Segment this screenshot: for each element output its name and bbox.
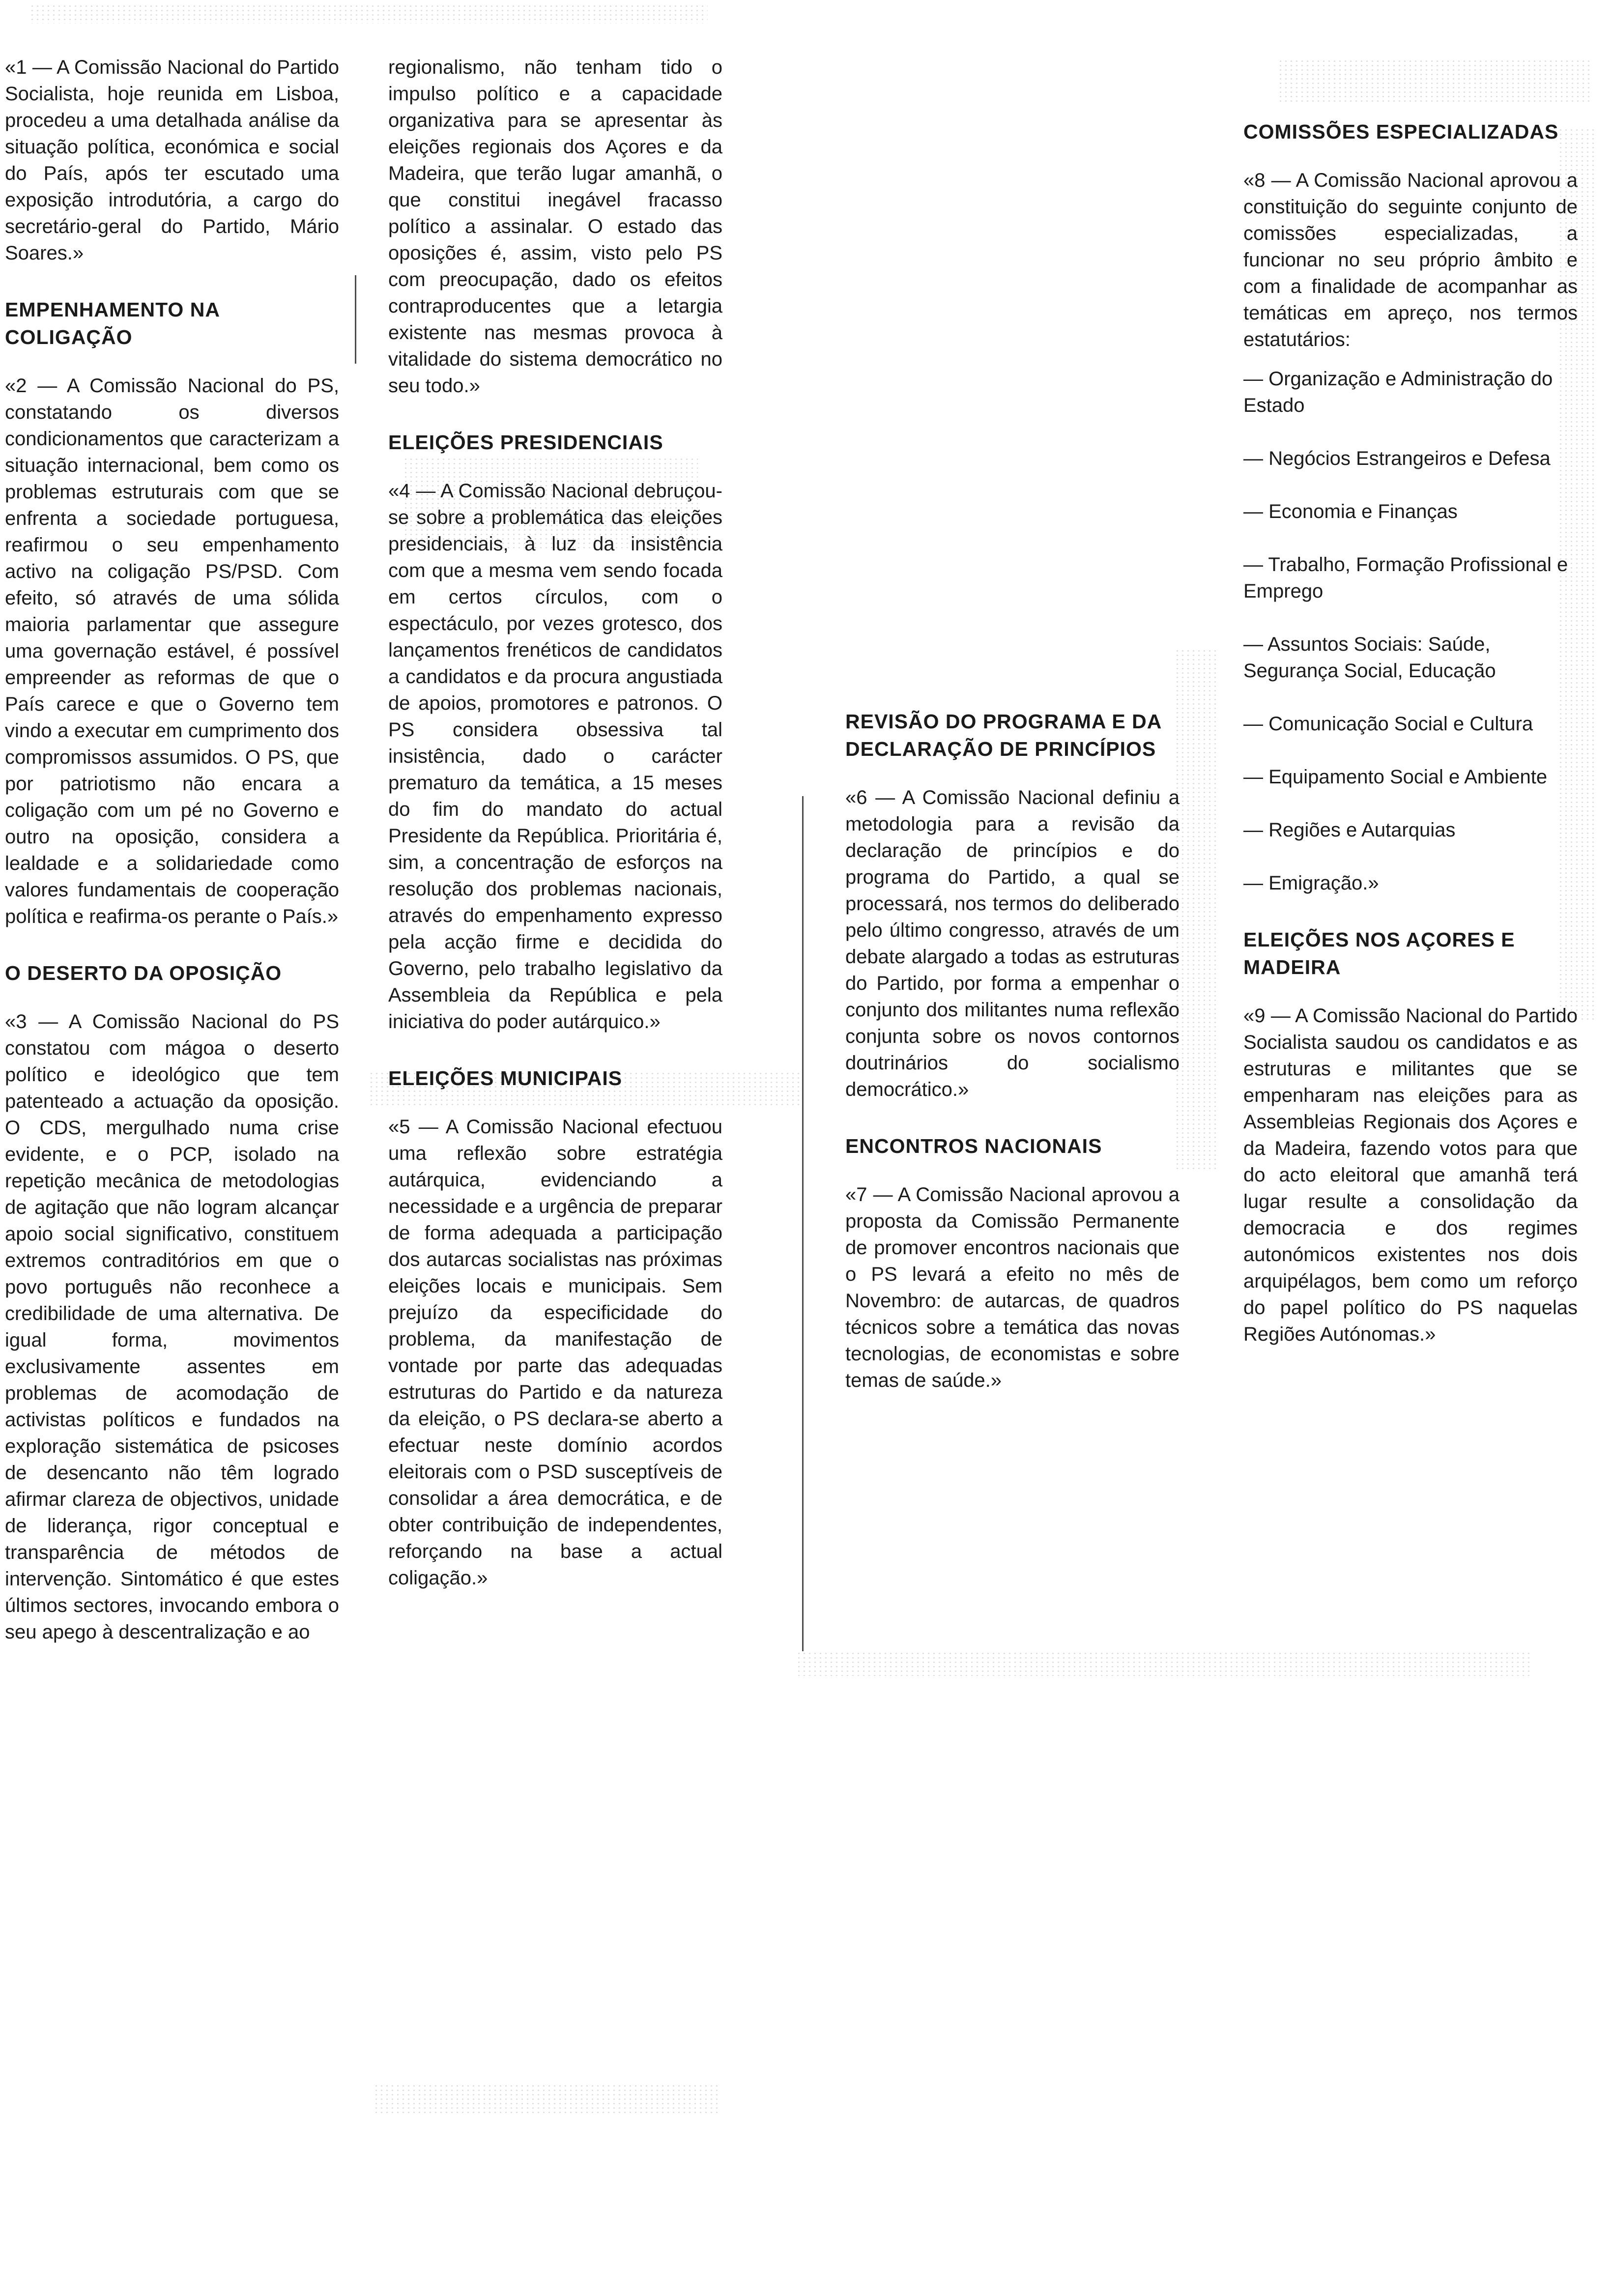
heading-eleicoes-acores-madeira: ELEIÇÕES NOS AÇORES E MADEIRA	[1243, 928, 1515, 978]
paragraph-item-2: «2 — A Comissão Nacional do PS, constatando os diversos condicionamentos que caracterizam a situação internacional, bem como os problemas estruturais com que se enfrenta a sociedade portuguesa, reafirmou o seu empenhamento activo na coligação PS/PSD. Com efeito, só através de uma sólida maioria parlamentar que assegure uma governação estável, é possível empreender as reformas de que o País carece e que o Governo tem vindo a executar em cumprimento dos compromissos assumidos. O PS, que por patriotismo não encara a coligação com um pé no Governo e outro na oposição, considera a lealdade e a solidariedade como valores fundamentais de cooperação política e reafirma-os perante o País.»	[5, 375, 339, 927]
clipping-edge-col3	[802, 796, 804, 1651]
heading-empenhamento-coligacao: EMPENHAMENTO NA COLIGAÇÃO	[5, 298, 220, 348]
column-3	[845, 708, 1180, 1406]
paragraph-item-1: «1 — A Comissão Nacional do Partido Socialista, hoje reunida em Lisboa, procedeu a uma detalhada análise da situação política, económica e social do País, após ter escutado uma exposição introdutória, a cargo do secretário-geral do Partido, Mário Soares.»	[5, 57, 339, 264]
heading-eleicoes-municipais: ELEIÇÕES MUNICIPAIS	[388, 1067, 623, 1090]
list-item: — Regiões e Autarquias	[1243, 819, 1456, 841]
list-item: — Trabalho, Formação Profissional e Emprego	[1243, 554, 1568, 602]
list-item: — Equipamento Social e Ambiente	[1243, 766, 1548, 788]
scan-noise-top	[29, 4, 708, 24]
list-item: — Emigração.»	[1243, 872, 1379, 894]
scan-noise-col4-bottom	[796, 1651, 1533, 1676]
list-item: — Negócios Estrangeiros e Defesa	[1243, 448, 1551, 469]
heading-deserto-oposicao: O DESERTO DA OPOSIÇÃO	[5, 962, 282, 984]
heading-encontros-nacionais: ENCONTROS NACIONAIS	[845, 1135, 1102, 1157]
scan-noise-col2-bottom	[374, 2084, 718, 2113]
commission-list	[1243, 366, 1578, 896]
column-4	[1243, 118, 1578, 1360]
scan-noise-col4-top	[1278, 59, 1592, 103]
list-item: — Comunicação Social e Cultura	[1243, 713, 1533, 735]
list-item: — Organização e Administração do Estado	[1243, 368, 1553, 416]
paragraph-item-9: «9 — A Comissão Nacional do Partido Socialista saudou os candidatos e as estruturas e militantes que se empenharam nas eleições para as Assembleias Regionais dos Açores e da Madeira, fazendo votos para que do acto eleitoral que amanhã terá lugar resulte a consolidação da democracia e dos regimes autonómicos existentes nos dois arquipélagos, bem como um reforço do papel político do PS naquelas Regiões Autónomas.»	[1243, 1005, 1578, 1345]
scan-noise-col3-right	[1175, 649, 1219, 1170]
paragraph-continuation: regionalismo, não tenham tido o impulso político e a capacidade organizativa para se apresentar às eleições regionais dos Açores e da Madeira, que terão lugar amanhã, o que constitui inegável fracasso político a assinalar. O estado das oposições é, assim, visto pelo PS com preocupação, dado os efeitos contraproducentes que a letargia existente nas mesmas provoca à vitalidade do sistema democrático no seu todo.»	[388, 57, 722, 397]
list-item: — Economia e Finanças	[1243, 501, 1458, 522]
column-1	[5, 54, 339, 1658]
heading-eleicoes-presidenciais: ELEIÇÕES PRESIDENCIAIS	[388, 431, 663, 454]
paragraph-item-3: «3 — A Comissão Nacional do PS constatou com mágoa o deserto político e ideológico que tem patenteado a actuação da oposição. O CDS, mergulhado numa crise evidente, e o PCP, isolado na repetição mecânica de metodologias de agitação que não logram alcançar apoio social significativo, constituem extremos contraditórios em que o povo português não reconhece a credibilidade de uma alternativa. De igual forma, movimentos exclusivamente assentes em problemas de acomodação de activistas políticos e fundados na exploração sistemática de psicoses de desencanto não têm logrado afirmar clareza de objectivos, unidade de liderança, rigor conceptual e transparência de métodos de intervenção. Sintomático é que estes últimos sectores, invocando embora o seu apego à descentralização e ao	[5, 1011, 339, 1643]
column-2	[388, 54, 722, 1604]
paragraph-item-6: «6 — A Comissão Nacional definiu a metodologia para a revisão da declaração de princípios e do programa do Partido, a qual se processará, nos termos do deliberado pelo último congresso, através de um debate alargado a todas as estruturas do Partido, por forma a empenhar o conjunto dos militantes numa reflexão conjunta sobre os novos contornos doutrinários do socialismo democrático.»	[845, 787, 1180, 1100]
paragraph-item-7: «7 — A Comissão Nacional aprovou a proposta da Comissão Permanente de promover encontros nacionais que o PS levará a efeito no mês de Novembro: de autarcas, de quadros técnicos sobre a temática das novas tecnologias, de economistas e sobre temas de saúde.»	[845, 1184, 1180, 1391]
paragraph-item-4: «4 — A Comissão Nacional debruçou-se sobre a problemática das eleições presidenciais, à luz da insistência com que a mesma vem sendo focada em certos círculos, com o espectáculo, por vezes grotesco, dos lançamentos frenéticos de candidatos a candidatos e da procura angustiada de apoios, promotores e patronos. O PS considera obsessiva tal insistência, dado o carácter prematuro da temática, a 15 meses do fim do mandato do actual Presidente da República. Prioritária é, sim, a concentração de esforços na resolução dos problemas nacionais, através do empenhamento expresso pela acção firme e decidida do Governo, pelo trabalho legislativo da Assembleia da República e pela iniciativa do poder autárquico.»	[388, 480, 722, 1033]
list-item: — Assuntos Sociais: Saúde, Segurança Social, Educação	[1243, 633, 1496, 682]
paragraph-item-5: «5 — A Comissão Nacional efectuou uma reflexão sobre estratégia autárquica, evidenciando a necessidade e a urgência de preparar de forma adequada a participação dos autarcas socialistas nas próximas eleições locais e municipais. Sem prejuízo da especificidade do problema, da manifestação de vontade por parte das adequadas estruturas do Partido e da natureza da eleição, o PS declara-se aberto a efectuar neste domínio acordos eleitorais com o PSD susceptíveis de consolidar a área democrática, e de obter contribuição de independentes, reforçando na base a actual coligação.»	[388, 1116, 722, 1589]
heading-revisao-programa: REVISÃO DO PROGRAMA E DA DECLARAÇÃO DE PRINCÍPIOS	[845, 710, 1161, 760]
heading-comissoes-especializadas: COMISSÕES ESPECIALIZADAS	[1243, 120, 1559, 143]
clipping-edge-left	[355, 275, 356, 364]
paragraph-item-8: «8 — A Comissão Nacional aprovou a constituição do seguinte conjunto de comissões especializadas, a funcionar no seu próprio âmbito e com a finalidade de acompanhar as temáticas em apreço, nos termos estatutários:	[1243, 170, 1578, 350]
